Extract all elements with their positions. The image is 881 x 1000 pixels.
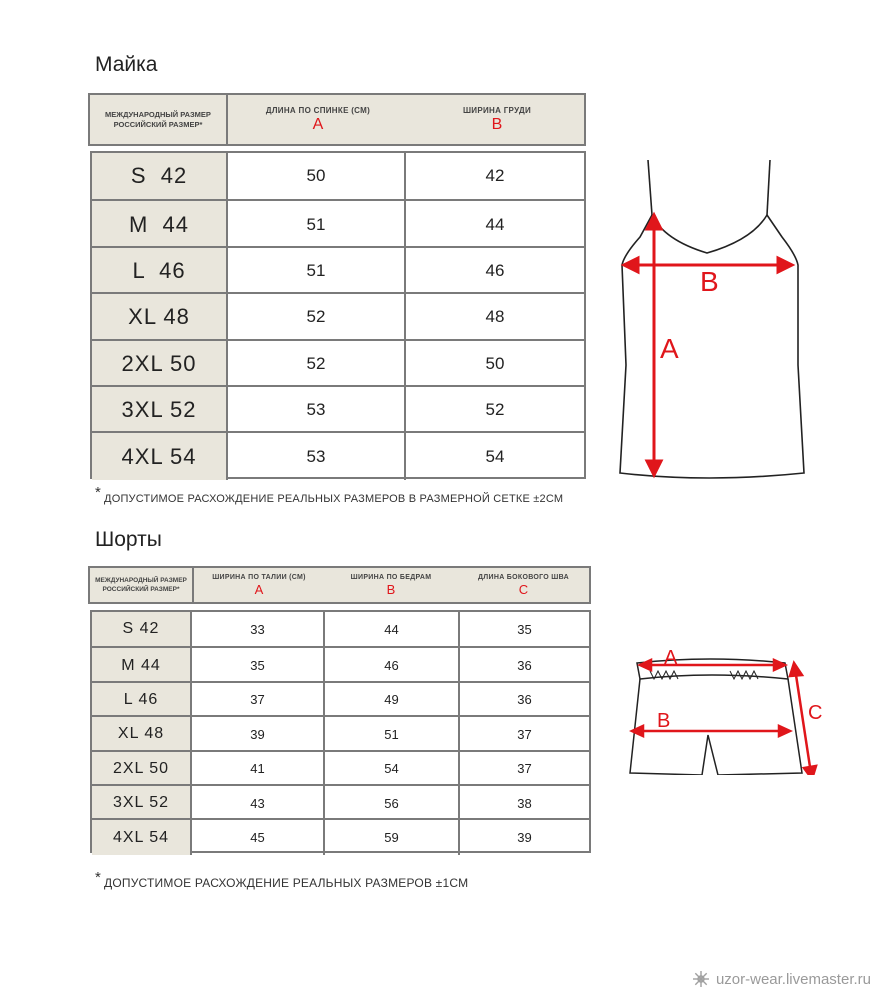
value-cell: 46 <box>325 648 460 682</box>
value-cell: 44 <box>325 612 460 646</box>
value-cell: 44 <box>485 214 505 234</box>
value-cell: 52 <box>228 341 406 387</box>
size-cell: L 46 <box>92 683 192 717</box>
tank-row <box>92 292 584 340</box>
shorts-row <box>92 612 589 646</box>
header-ru-size-label: РОССИЙСКИЙ РАЗМЕР* <box>113 119 203 129</box>
diagram-label-b: B <box>700 266 719 297</box>
size-cell: 2XL 50 <box>92 341 228 387</box>
value-cell: 51 <box>228 248 406 294</box>
neckline <box>652 215 767 253</box>
shorts-note <box>95 869 469 891</box>
tank-note <box>95 484 564 506</box>
diagram-label-c: C <box>808 702 823 724</box>
arrow-a-right-head <box>774 660 785 670</box>
shorts-size-table <box>90 610 591 853</box>
note-asterisk: * <box>95 484 102 501</box>
shorts-header-col-b <box>324 568 458 602</box>
tank-row <box>92 339 584 387</box>
diagram-label-b: B <box>657 710 671 732</box>
value-cell: 39 <box>517 830 532 846</box>
note-text: ДОПУСТИМОЕ РАСХОЖДЕНИЕ РЕАЛЬНЫХ РАЗМЕРОВ ±1СМ <box>104 876 469 890</box>
arrow-b-right-head <box>778 258 792 272</box>
column-letter: B <box>386 581 396 597</box>
size-cell: 2XL 50 <box>92 752 192 786</box>
diagram-label-a: A <box>664 647 678 669</box>
size-cell: 4XL 54 <box>92 820 192 854</box>
tank-outline <box>620 215 804 478</box>
tank-header-size <box>90 95 228 144</box>
value-cell: 37 <box>517 761 532 777</box>
value-cell: 52 <box>228 294 406 340</box>
size-cell: M 44 <box>92 201 228 247</box>
value-cell: 46 <box>485 260 505 280</box>
tank-size-table <box>90 151 586 479</box>
arrow-a-bottom-head <box>647 461 661 475</box>
header-intl-size-label: МЕЖДУНАРОДНЫЙ РАЗМЕР <box>105 109 211 119</box>
shorts-row <box>92 681 589 717</box>
size-cell: L 46 <box>92 248 228 294</box>
column-label: ШИРИНА ПО БЕДРАМ <box>350 573 432 581</box>
diagram-label-a: A <box>660 333 679 364</box>
value-cell: 54 <box>485 446 505 466</box>
value-cell: 51 <box>325 717 460 751</box>
tank-header <box>88 93 586 146</box>
value-cell: 36 <box>517 658 532 674</box>
shorts-row <box>92 750 589 786</box>
column-label: ДЛИНА БОКОВОГО ШВА <box>478 573 569 581</box>
value-cell: 45 <box>192 820 325 854</box>
value-cell: 49 <box>325 683 460 717</box>
tank-row <box>92 246 584 294</box>
value-cell: 50 <box>485 353 505 373</box>
arrow-b-left-head <box>624 258 638 272</box>
column-letter: A <box>254 581 264 597</box>
value-cell: 50 <box>228 153 406 199</box>
shorts-diagram <box>610 645 840 775</box>
value-cell: 36 <box>517 692 532 708</box>
shorts-header <box>88 566 591 604</box>
value-cell: 59 <box>325 820 460 854</box>
column-label: ШИРИНА ГРУДИ <box>462 105 532 115</box>
arrow-c-top-head <box>790 663 802 676</box>
right-strap <box>767 160 770 215</box>
size-cell: XL 48 <box>92 717 192 751</box>
arrow-b-right-head <box>779 726 790 736</box>
size-cell: M 44 <box>92 648 192 682</box>
tank-row <box>92 153 584 199</box>
value-cell: 56 <box>325 786 460 820</box>
column-letter: B <box>491 115 503 133</box>
column-letter: A <box>312 115 324 133</box>
site-watermark <box>692 970 871 988</box>
value-cell: 53 <box>228 433 406 479</box>
left-strap <box>648 160 652 215</box>
size-cell: S 42 <box>92 153 228 199</box>
tank-row <box>92 431 584 479</box>
note-asterisk: * <box>95 869 102 886</box>
shorts-row <box>92 646 589 682</box>
header-intl-size-label: МЕЖДУНАРОДНЫЙ РАЗМЕР <box>95 577 187 584</box>
arrow-c-bottom-head <box>804 766 816 775</box>
tank-top-diagram <box>612 155 812 485</box>
value-cell: 39 <box>192 717 325 751</box>
value-cell: 48 <box>485 307 505 327</box>
tank-row <box>92 385 584 433</box>
value-cell: 51 <box>228 201 406 247</box>
shorts-row <box>92 818 589 854</box>
note-text: ДОПУСТИМОЕ РАСХОЖДЕНИЕ РЕАЛЬНЫХ РАЗМЕРОВ В РАЗМЕРНОЙ СЕТКЕ ±2СМ <box>104 493 564 505</box>
value-cell: 52 <box>485 400 505 420</box>
value-cell: 54 <box>325 752 460 786</box>
tank-header-col-b <box>408 95 586 144</box>
size-cell: XL 48 <box>92 294 228 340</box>
shorts-row <box>92 784 589 820</box>
waistband <box>637 659 788 679</box>
column-label: ШИРИНА ПО ТАЛИИ (СМ) <box>212 573 306 581</box>
value-cell: 37 <box>517 726 532 742</box>
size-cell: 3XL 52 <box>92 387 228 433</box>
value-cell: 43 <box>192 786 325 820</box>
value-cell: 35 <box>517 621 532 637</box>
column-label: ДЛИНА ПО СПИНКЕ (СМ) <box>265 105 371 115</box>
value-cell: 41 <box>192 752 325 786</box>
tank-header-col-a <box>228 95 408 144</box>
shorts-header-col-a <box>194 568 324 602</box>
shorts-header-col-c <box>458 568 589 602</box>
snowflake-icon <box>692 970 710 988</box>
shorts-row <box>92 715 589 751</box>
tank-section-title: Майка <box>95 53 158 76</box>
watermark-text: uzor-wear.livemaster.ru <box>715 970 871 988</box>
tank-row <box>92 199 584 247</box>
shorts-header-size <box>90 568 194 602</box>
value-cell: 53 <box>228 387 406 433</box>
shorts-section-title: Шорты <box>95 528 162 551</box>
value-cell: 33 <box>192 612 325 646</box>
size-cell: S 42 <box>92 612 192 646</box>
value-cell: 38 <box>517 795 532 811</box>
arrow-a-top-head <box>647 215 661 229</box>
column-letter: C <box>518 581 529 597</box>
size-cell: 4XL 54 <box>92 433 228 479</box>
value-cell: 35 <box>192 648 325 682</box>
header-ru-size-label: РОССИЙСКИЙ РАЗМЕР* <box>102 586 180 593</box>
size-cell: 3XL 52 <box>92 786 192 820</box>
shorts-outline <box>630 679 802 775</box>
value-cell: 42 <box>485 166 505 186</box>
arrow-a-left-head <box>640 660 651 670</box>
value-cell: 37 <box>192 683 325 717</box>
